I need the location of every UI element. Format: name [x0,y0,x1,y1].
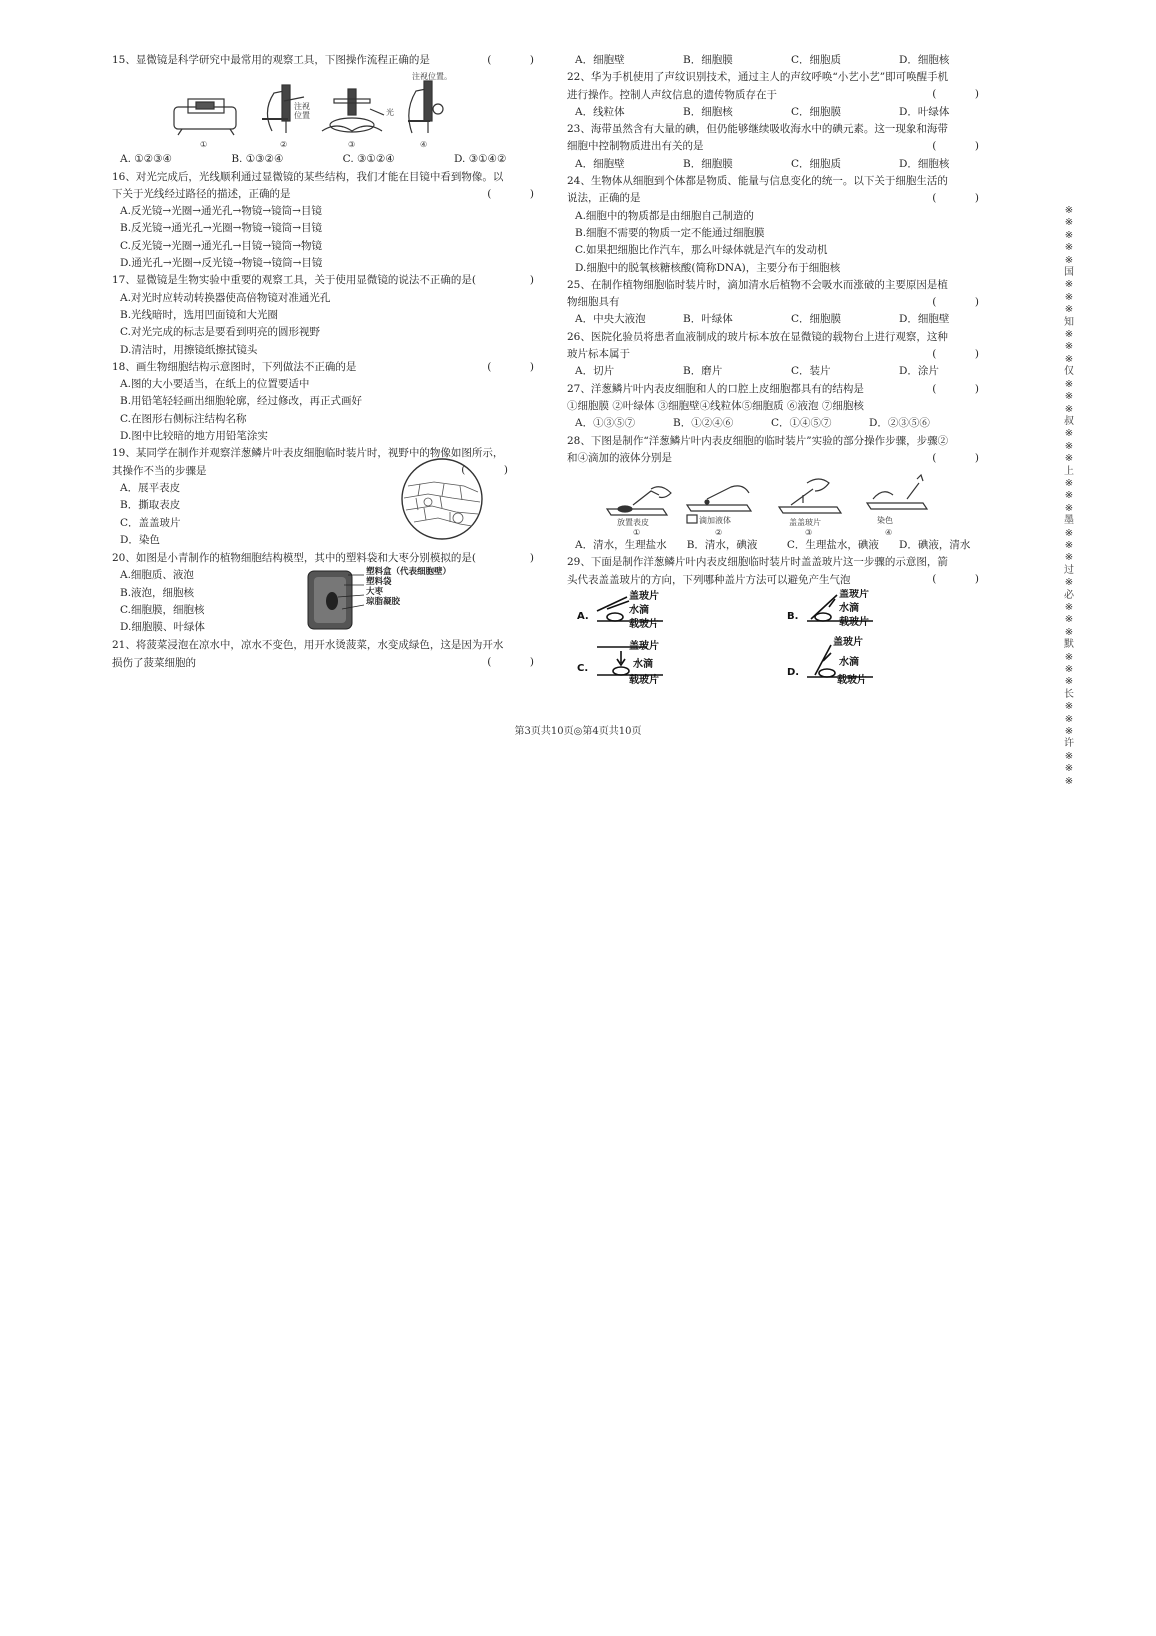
step-num-2: ② [715,528,723,536]
step-label-4: 染色 [877,516,893,526]
question-27-stem: 27、洋葱鳞片叶内表皮细胞和人的口腔上皮细胞都具有的结构是 [567,382,864,395]
answer-paren: ( ) [932,295,993,308]
model-label-date: 大枣 [366,587,384,598]
option-b[interactable]: B．①②④⑥ [673,417,734,430]
onion-cell-view-figure [394,456,490,542]
option-b[interactable]: B．清水，碘液 [686,539,758,552]
microscope-step-1 [174,99,236,135]
figure-num-2: ② [280,140,288,150]
option-a[interactable]: A.细胞中的物质都是由细胞自己制造的 [575,209,754,222]
option-d-letter: D. [787,667,800,679]
option-d[interactable]: D．细胞壁 [899,313,950,326]
slide-steps-figure [567,469,997,535]
option-d[interactable]: D．细胞核 [899,157,950,170]
option-d[interactable]: D.细胞膜、叶绿体 [120,621,205,634]
question-23-stem: 23、海带虽然含有大量的碘，但仍能够继续吸收海水中的碘元素。这一现象和海带细胞中控制物质进出有关的是 [567,123,948,153]
option-c[interactable]: C．盖盖玻片 [120,516,181,529]
option-a[interactable]: A.图的大小要适当，在纸上的位置要适中 [120,378,310,391]
figure-label-zhushi: 注视 [294,102,310,112]
option-c[interactable]: C．细胞质 [791,157,842,170]
page-footer: 第3页共10页◎第4页共10页 [514,726,642,737]
option-d[interactable]: D．细胞核 [899,54,950,66]
answer-paren: ) [529,274,548,287]
option-b[interactable]: B.液泡，细胞核 [120,586,195,599]
option-a[interactable]: A．线粒体 [575,105,625,118]
option-b[interactable]: B．细胞膜 [683,54,733,66]
question-18 [112,359,552,445]
option-a[interactable]: A．展平表皮 [120,481,181,494]
question-15-options [112,151,552,168]
question-29-stem: 29、下面是制作洋葱鳞片叶内表皮细胞临时装片时盖盖玻片这一步骤的示意图，箭头代表盖盖玻片的方向，下列哪种盖片方法可以避免产生气泡 [567,556,948,586]
option-a[interactable]: A．切片 [575,365,615,378]
option-a[interactable]: A.细胞质、液泡 [120,569,194,582]
option-c[interactable]: C.对光完成的标志是要看到明亮的圆形视野 [120,326,320,339]
question-27 [567,381,997,433]
label-slide: 载玻片 [839,617,869,629]
question-16-stem: 16、对光完成后，光线顺利通过显微镜的某些结构，我们才能在目镜中看到物像。以下关于光线经过路径的描述，正确的是 [112,170,504,200]
label-cover-slip: 盖玻片 [839,589,869,601]
option-c[interactable]: C．细胞膜 [791,105,842,118]
label-water: 水滴 [633,659,653,671]
option-c[interactable]: C．装片 [791,365,831,378]
binding-line-note: ※※※※※国※※※知※※※仅※※※叔※※※上※※※墨※※※过※必※※※默※※※长※※※许※※※ [1064,205,1074,787]
option-d[interactable]: D．碘液，清水 [898,539,971,552]
model-label-bag: 塑料袋 [366,577,392,588]
question-26-stem: 26、医院化验员将患者血液制成的玻片标本放在显微镜的载物台上进行观察，这种玻片标本属于 [567,330,948,361]
option-b[interactable]: B.光线暗时，选用凹面镜和大光圈 [120,308,279,321]
option-d[interactable]: D.图中比较暗的地方用铅笔涂实 [120,430,268,443]
question-24 [567,173,997,277]
answer-paren: ( ) [932,347,993,360]
step-label-2: 滴加液体 [699,516,731,526]
option-c[interactable]: C.在图形右侧标注结构名称 [120,412,247,425]
answer-paren: ( ) [932,140,993,153]
question-29 [567,554,997,689]
option-b[interactable]: B.细胞不需要的物质一定不能通过细胞膜 [575,226,765,239]
option-a[interactable]: A．清水，生理盐水 [575,539,667,552]
question-20 [112,550,552,637]
question-16 [112,169,552,273]
microscope-figure [112,71,552,149]
option-a[interactable]: A．中央大液泡 [575,313,646,326]
left-column [112,52,552,672]
question-22 [567,69,997,121]
step-1-figure [607,487,671,515]
label-cover-slip: 盖玻片 [629,641,659,653]
option-d[interactable]: D．染色 [120,533,160,546]
question-25 [567,277,997,329]
answer-paren: ) [529,551,548,564]
answer-paren: ( ) [932,382,993,395]
right-column [567,52,997,689]
option-c[interactable]: C. ③①②④ [342,153,395,166]
option-c[interactable]: C．①④⑤⑦ [771,417,832,430]
option-a[interactable]: A. ①②③④ [120,153,172,166]
step-num-1: ① [633,528,641,536]
option-b[interactable]: B.反光镜→通光孔→光圈→物镜→镜筒→目镜 [120,222,323,235]
answer-paren: ( ) [487,54,548,66]
step-3-figure [779,479,841,513]
option-a-letter: A. [577,611,589,623]
label-slide: 载玻片 [629,619,659,631]
option-d[interactable]: D.细胞中的脱氧核糖核酸(简称DNA)，主要分布于细胞核 [575,261,841,274]
answer-paren: ( ) [932,192,993,205]
question-17 [112,272,552,358]
option-a[interactable]: A.反光镜→光圈→通光孔→物镜→镜筒→目镜 [120,205,322,218]
option-c[interactable]: C．细胞质 [791,54,842,66]
question-19-stem: 19、某同学在制作并观察洋葱鳞片叶表皮细胞临时装片时，视野中的物像如图所示，其操作不当的步骤是 [112,447,504,477]
label-water: 水滴 [629,605,649,617]
question-18-stem: 18、画生物细胞结构示意图时，下列做法不正确的是 [112,360,357,373]
step-num-3: ③ [805,528,813,536]
answer-paren: ( ) [487,360,548,373]
question-25-stem: 25、在制作植物细胞临时装片时，滴加清水后植物不会吸水而涨破的主要原因是植物细胞具有 [567,278,948,309]
answer-paren: ( ) [487,187,548,200]
option-b[interactable]: B．磨片 [683,365,723,378]
label-water: 水滴 [839,603,859,615]
figure-label-weizhi: 位置 [294,111,310,121]
option-d[interactable]: D.通光孔→光圈→反光镜→物镜→镜筒→目镜 [120,257,323,270]
model-label-box: 塑料盒（代表细胞壁） [366,567,452,578]
microscope-step-3 [322,89,384,132]
option-d[interactable]: D．叶绿体 [899,105,950,118]
question-24-stem: 24、生物体从细胞到个体都是物质、能量与信息变化的统一。以下关于细胞生活的说法，正确的是 [567,175,948,205]
option-b[interactable]: B.用铅笔轻轻画出细胞轮廓，经过修改，再正式画好 [120,395,363,408]
question-15-stem: 15、显微镜是科学研究中最常用的观察工具，下图操作流程正确的是 [112,54,430,66]
label-water: 水滴 [839,657,859,669]
answer-paren: ( ) [932,451,993,464]
question-19 [112,445,552,550]
option-a[interactable]: A．①③⑤⑦ [575,417,636,430]
question-22-stem: 22、华为手机使用了声纹识别技术，通过主人的声纹呼唤“小艺小艺”即可唤醒手机进行操作。控制人声纹信息的遗传物质存在于 [567,71,949,101]
label-slide: 载玻片 [837,675,867,687]
step-4-figure [867,475,927,509]
option-a[interactable]: A.对光时应转动转换器使高倍物镜对准通光孔 [120,291,331,304]
figure-num-3: ③ [348,140,356,150]
option-b[interactable]: B．撕取表皮 [120,499,181,512]
option-d[interactable]: D.清洁时，用擦镜纸擦拭镜头 [120,343,258,356]
question-21-stem: 21、将菠菜浸泡在凉水中，凉水不变色，用开水烫菠菜，水变成绿色，这是因为开水损伤了菠菜细胞的 [112,639,504,669]
question-21-options [567,52,997,69]
option-c[interactable]: C.如果把细胞比作汽车，那么叶绿体就是汽车的发动机 [575,244,828,257]
answer-paren: ( ) [461,464,522,477]
option-b[interactable]: B．细胞核 [683,105,733,118]
question-28-stem: 28、下图是制作“洋葱鳞片叶内表皮细胞的临时装片”实验的部分操作步骤，步骤②和④滴加的液体分别是 [567,434,949,464]
model-label-gel: 琼脂凝胶 [366,597,401,608]
question-15 [112,52,552,169]
cover-slip-options-figure [567,589,997,689]
figure-caption: 注视位置。 [412,72,452,82]
step-label-1: 放置表皮 [617,518,649,528]
label-slide: 载玻片 [629,675,659,687]
option-c[interactable]: C．细胞膜 [791,313,842,326]
figure-label-guang: 光 [386,108,394,118]
step-num-4: ④ [885,528,893,536]
answer-paren: ( ) [932,573,993,586]
option-d[interactable]: D. ③①④② [453,153,507,166]
question-20-stem: 20、如图是小青制作的植物细胞结构模型，其中的塑料袋和大枣分别模拟的是( [112,551,476,564]
option-b[interactable]: B. ①③②④ [231,153,284,166]
question-17-stem: 17、显微镜是生物实验中重要的观察工具，关于使用显微镜的说法不正确的是( [112,274,476,287]
label-cover-slip: 盖玻片 [833,637,863,649]
option-a[interactable]: A．细胞壁 [575,54,625,66]
question-21 [112,637,552,672]
question-23 [567,121,997,173]
answer-paren: ( ) [932,88,993,101]
option-d[interactable]: D．②③⑤⑥ [869,417,930,430]
option-c[interactable]: C．生理盐水，碘液 [786,539,879,552]
option-a[interactable]: A．细胞壁 [575,157,625,170]
option-c[interactable]: C.细胞膜，细胞核 [120,603,205,616]
answer-paren: ( ) [487,656,548,669]
option-b[interactable]: B．叶绿体 [683,313,733,326]
question-27-items: ①细胞膜 ②叶绿体 ③细胞壁④线粒体⑤细胞质 ⑥液泡 ⑦细胞核 [567,399,864,412]
step-label-3: 盖盖玻片 [789,518,821,528]
figure-num-1: ① [200,140,208,150]
option-c-letter: C. [577,663,589,675]
figure-num-4: ④ [420,140,428,150]
microscope-step-4 [408,81,443,133]
label-cover-slip: 盖玻片 [629,591,659,603]
option-c[interactable]: C.反光镜→光圈→通光孔→目镜→镜筒→物镜 [120,239,322,252]
question-26 [567,329,997,381]
question-28 [567,433,997,555]
option-d[interactable]: D．涂片 [899,365,939,378]
option-b-letter: B. [787,611,799,623]
option-b[interactable]: B．细胞膜 [683,157,733,170]
